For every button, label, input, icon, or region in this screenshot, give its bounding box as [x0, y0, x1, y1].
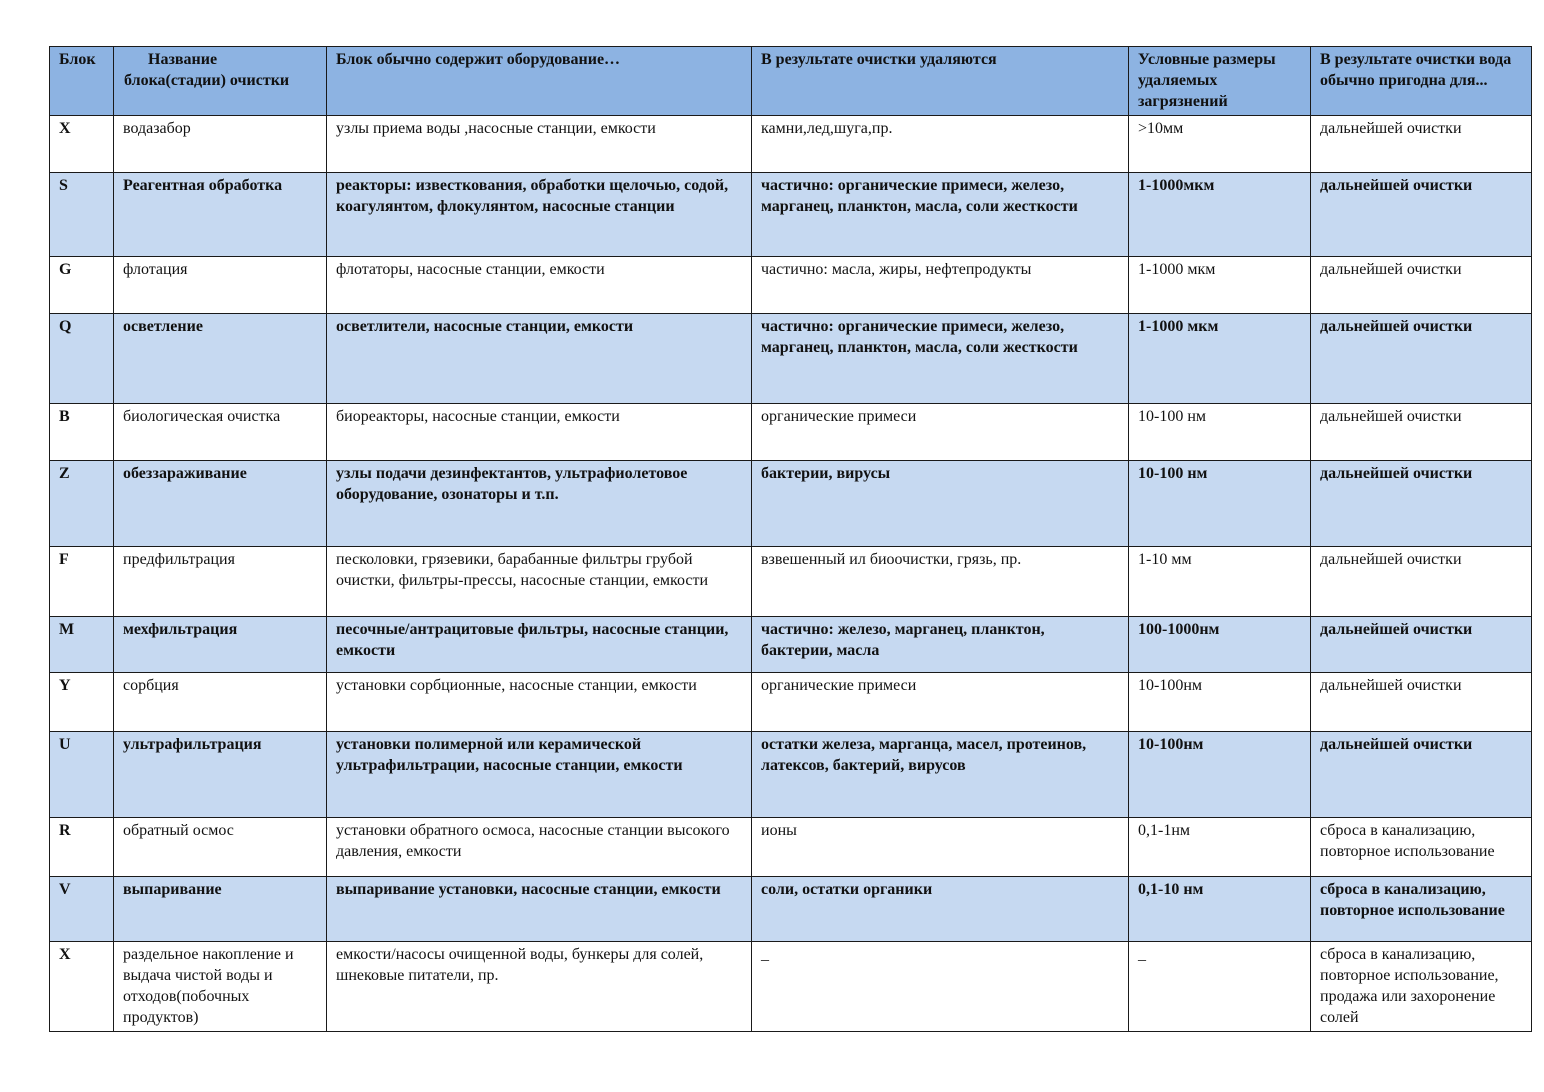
cell-suitable-for: дальнейшей очистки	[1311, 173, 1532, 257]
cell-removed: камни,лед,шуга,пр.	[752, 116, 1129, 173]
cell-size: 1-1000мкм	[1129, 173, 1311, 257]
cell-size: 1-1000 мкм	[1129, 257, 1311, 314]
cell-suitable-for: сброса в канализацию, повторное использование	[1311, 818, 1532, 877]
cell-suitable-for: дальнейшей очистки	[1311, 314, 1532, 404]
table-row	[50, 547, 1532, 617]
cell-suitable-for: дальнейшей очистки	[1311, 461, 1532, 547]
cell-removed: частично: масла, жиры, нефтепродукты	[752, 257, 1129, 314]
table-row	[50, 314, 1532, 404]
cell-equipment: песочные/антрацитовые фильтры, насосные станции, емкости	[327, 617, 752, 673]
cell-removed: частично: железо, марганец, планктон, бактерии, масла	[752, 617, 1129, 673]
cell-block-code: X	[50, 116, 114, 173]
cell-removed: соли, остатки органики	[752, 877, 1129, 942]
header-row	[50, 47, 1532, 116]
cell-block-code: M	[50, 617, 114, 673]
cell-suitable-for: дальнейшей очистки	[1311, 116, 1532, 173]
cell-block-code: Q	[50, 314, 114, 404]
cell-equipment: емкости/насосы очищенной воды, бункеры для солей, шнековые питатели, пр.	[327, 942, 752, 1032]
header-sizes: Условные размеры удаляемых загрязнений	[1129, 47, 1311, 116]
cell-stage-name: предфильтрация	[114, 547, 327, 617]
cell-stage-name: осветление	[114, 314, 327, 404]
cell-equipment: выпаривание установки, насосные станции, емкости	[327, 877, 752, 942]
cell-equipment: флотаторы, насосные станции, емкости	[327, 257, 752, 314]
cell-block-code: R	[50, 818, 114, 877]
cell-block-code: B	[50, 404, 114, 461]
cell-removed: органические примеси	[752, 404, 1129, 461]
cell-equipment: установки полимерной или керамической ультрафильтрации, насосные станции, емкости	[327, 732, 752, 818]
header-block: Блок	[50, 47, 114, 116]
cell-stage-name: обеззараживание	[114, 461, 327, 547]
cell-stage-name: мехфильтрация	[114, 617, 327, 673]
cell-size: >10мм	[1129, 116, 1311, 173]
cell-suitable-for: сброса в канализацию, повторное использование, продажа или захоронение солей	[1311, 942, 1532, 1032]
cell-stage-name: обратный осмос	[114, 818, 327, 877]
cell-block-code: Y	[50, 673, 114, 732]
treatment-stages-table	[49, 46, 1532, 1032]
table-row	[50, 673, 1532, 732]
cell-size: _	[1129, 942, 1311, 1032]
cell-removed: бактерии, вирусы	[752, 461, 1129, 547]
cell-stage-name: ультрафильтрация	[114, 732, 327, 818]
header-stage-name	[114, 47, 327, 116]
cell-equipment: узлы подачи дезинфектантов, ультрафиолетовое оборудование, озонаторы и т.п.	[327, 461, 752, 547]
cell-suitable-for: дальнейшей очистки	[1311, 404, 1532, 461]
cell-stage-name: раздельное накопление и выдача чистой воды и отходов(побочных продуктов)	[114, 942, 327, 1032]
cell-stage-name: биологическая очистка	[114, 404, 327, 461]
cell-removed: ионы	[752, 818, 1129, 877]
cell-suitable-for: дальнейшей очистки	[1311, 547, 1532, 617]
table-row	[50, 877, 1532, 942]
table-row	[50, 173, 1532, 257]
cell-size: 10-100 нм	[1129, 461, 1311, 547]
header-stage-name-text: Название блока(стадии) очистки	[124, 51, 290, 89]
cell-equipment: песколовки, грязевики, барабанные фильтры грубой очистки, фильтры-прессы, насосные станции, емкости	[327, 547, 752, 617]
table-row	[50, 942, 1532, 1032]
cell-suitable-for: сброса в канализацию, повторное использование	[1311, 877, 1532, 942]
cell-size: 1-1000 мкм	[1129, 314, 1311, 404]
cell-removed: остатки железа, марганца, масел, протеинов, латексов, бактерий, вирусов	[752, 732, 1129, 818]
table-row	[50, 461, 1532, 547]
table-row	[50, 257, 1532, 314]
cell-equipment: узлы приема воды ,насосные станции, емкости	[327, 116, 752, 173]
cell-suitable-for: дальнейшей очистки	[1311, 257, 1532, 314]
cell-block-code: F	[50, 547, 114, 617]
cell-size: 100-1000нм	[1129, 617, 1311, 673]
cell-stage-name: сорбция	[114, 673, 327, 732]
cell-removed: _	[752, 942, 1129, 1032]
cell-removed: органические примеси	[752, 673, 1129, 732]
cell-size: 0,1-1нм	[1129, 818, 1311, 877]
cell-removed: частично: органические примеси, железо, марганец, планктон, масла, соли жесткости	[752, 173, 1129, 257]
table-row	[50, 732, 1532, 818]
cell-removed: частично: органические примеси, железо, марганец, планктон, масла, соли жесткости	[752, 314, 1129, 404]
cell-block-code: X	[50, 942, 114, 1032]
cell-equipment: реакторы: известкования, обработки щелочью, содой, коагулянтом, флокулянтом, насосные станции	[327, 173, 752, 257]
cell-stage-name: выпаривание	[114, 877, 327, 942]
cell-suitable-for: дальнейшей очистки	[1311, 673, 1532, 732]
cell-equipment: установки сорбционные, насосные станции, емкости	[327, 673, 752, 732]
cell-size: 10-100 нм	[1129, 404, 1311, 461]
cell-size: 1-10 мм	[1129, 547, 1311, 617]
table-row	[50, 116, 1532, 173]
header-removed: В результате очистки удаляются	[752, 47, 1129, 116]
cell-size: 0,1-10 нм	[1129, 877, 1311, 942]
header-suitable-for: В результате очистки вода обычно пригодна для...	[1311, 47, 1532, 116]
cell-block-code: V	[50, 877, 114, 942]
table-row	[50, 617, 1532, 673]
cell-stage-name: водазабор	[114, 116, 327, 173]
cell-size: 10-100нм	[1129, 673, 1311, 732]
cell-suitable-for: дальнейшей очистки	[1311, 617, 1532, 673]
cell-size: 10-100нм	[1129, 732, 1311, 818]
table-row	[50, 818, 1532, 877]
cell-equipment: осветлители, насосные станции, емкости	[327, 314, 752, 404]
header-equipment: Блок обычно содержит оборудование…	[327, 47, 752, 116]
cell-block-code: G	[50, 257, 114, 314]
cell-block-code: S	[50, 173, 114, 257]
cell-equipment: биореакторы, насосные станции, емкости	[327, 404, 752, 461]
cell-stage-name: флотация	[114, 257, 327, 314]
cell-stage-name: Реагентная обработка	[114, 173, 327, 257]
cell-removed: взвешенный ил биоочистки, грязь, пр.	[752, 547, 1129, 617]
table-row	[50, 404, 1532, 461]
cell-block-code: U	[50, 732, 114, 818]
cell-suitable-for: дальнейшей очистки	[1311, 732, 1532, 818]
cell-block-code: Z	[50, 461, 114, 547]
cell-equipment: установки обратного осмоса, насосные станции высокого давления, емкости	[327, 818, 752, 877]
